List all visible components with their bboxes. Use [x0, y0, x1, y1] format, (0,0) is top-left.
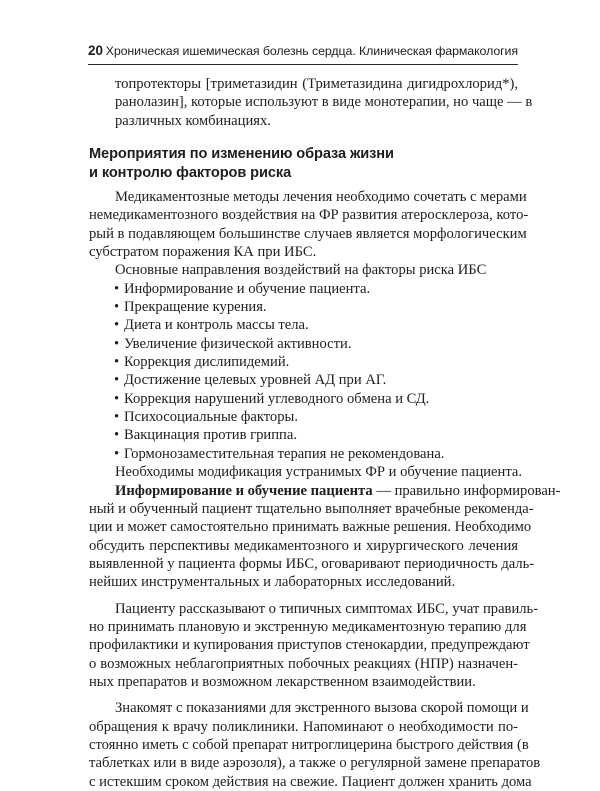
heading-line: и контролю факторов риска — [89, 165, 292, 181]
section-body — [89, 188, 561, 791]
bullet-icon: • — [114, 372, 120, 389]
text-line: обращения к врачу поликлиники. Напоминают о необходимости по- — [89, 718, 518, 735]
list-item: • Гормонозаместительная терапия не рекомендована. — [114, 445, 445, 462]
text-line: различных комбинациях. — [115, 112, 271, 129]
running-title: Хроническая ишемическая болезнь сердца. Клиническая фармакология — [105, 44, 518, 58]
list-intro: Основные направления воздействий на факторы риска ИБС — [115, 262, 487, 279]
bullet-icon: • — [114, 409, 120, 426]
text-line: о возможных неблагоприятных побочных реакциях (НПР) назначен- — [89, 655, 518, 672]
text-line: немедикаментозного воздействия на ФР развития атеросклероза, кото- — [89, 207, 529, 224]
list-item: • Достижение целевых уровней АД при АГ. — [114, 372, 387, 389]
bullet-icon: • — [114, 299, 120, 316]
list-item: • Увеличение физической активности. — [114, 335, 352, 352]
text-line: выявленной у пациента формы ИБС, оговаривают периодичность даль- — [89, 555, 535, 572]
bullet-icon: • — [114, 445, 120, 462]
risk-factor-list — [89, 280, 518, 463]
text-line: субстратом поражения КА при ИБС. — [89, 244, 317, 261]
paragraph-gap — [89, 592, 518, 600]
text-line: Пациенту рассказывают о типичных симптомах ИБС, учат правиль- — [115, 600, 539, 617]
text-line: Медикаментозные методы лечения необходимо сочетать с мерами — [115, 189, 527, 205]
list-item: • Психосоциальные факторы. — [114, 409, 298, 426]
bullet-icon: • — [114, 317, 120, 334]
text-line: Знакомят с показаниями для экстренного вызова скорой помощи и — [115, 700, 529, 717]
list-item: • Информирование и обучение пациента. — [114, 280, 371, 297]
modification-line: Необходимы модификация устранимых ФР и обучение пациента. — [115, 464, 523, 481]
bold-lead: Информирование и обучение пациента — [115, 482, 373, 499]
text-line: профилактики и купирования приступов стенокардии, предупреждают — [89, 637, 530, 654]
text-line: ранолазин], которые используют в виде монотерапии, но чаще — в — [115, 94, 533, 111]
list-item: • Диета и контроль массы тела. — [114, 317, 309, 334]
continuation-paragraph — [89, 75, 533, 130]
bullet-icon: • — [114, 427, 120, 444]
text-line: ных препаратов и возможном лекарственном взаимодействии. — [89, 673, 476, 690]
list-item: • Коррекция нарушений углеводного обмена и СД. — [114, 390, 430, 407]
text-line: ный и обученный пациент тщательно выполняет врачебные рекоменда- — [89, 500, 534, 517]
text-line: нейших инструментальных и лабораторных исследований. — [89, 574, 456, 591]
bullet-icon: • — [114, 335, 120, 352]
list-item: • Вакцинация против гриппа. — [114, 427, 297, 444]
text-line: стоянно иметь с собой препарат нитроглицерина быстрого действия (в — [89, 736, 529, 753]
list-item: • Прекращение курения. — [114, 299, 267, 316]
text-line: таблетках или в виде аэрозоля), а также о регулярной замене препаратов — [89, 755, 541, 772]
running-header — [88, 43, 518, 59]
text-line: рый в подавляющем большинстве случаев является морфологическим — [89, 225, 527, 242]
bullet-icon: • — [114, 354, 120, 371]
header-rule — [88, 64, 518, 65]
paragraph-gap — [89, 691, 518, 699]
bullet-icon: • — [114, 390, 120, 407]
text-line: с истекшим сроком действия на свежие. Пациент должен хранить дома — [89, 773, 532, 790]
text-line: Информирование и обучение пациента — правильно информирован- — [115, 482, 561, 499]
heading-line: Мероприятия по изменению образа жизни — [89, 146, 394, 162]
list-item: • Коррекция дислипидемий. — [114, 354, 290, 371]
page-number: 20 — [88, 43, 104, 58]
text-line: топротекторы [триметазидин (Триметазидина дигидрохлорид*), — [115, 76, 518, 92]
text-line: ции и может самостоятельно принимать важные решения. Необходимо — [89, 519, 532, 536]
text-line: обсудить перспективы медикаментозного и хирургического лечения — [89, 537, 518, 554]
section-heading — [89, 145, 394, 183]
bullet-icon: • — [114, 280, 120, 297]
text-line: но принимать плановую и экстренную медикаментозную терапию для — [89, 618, 527, 635]
